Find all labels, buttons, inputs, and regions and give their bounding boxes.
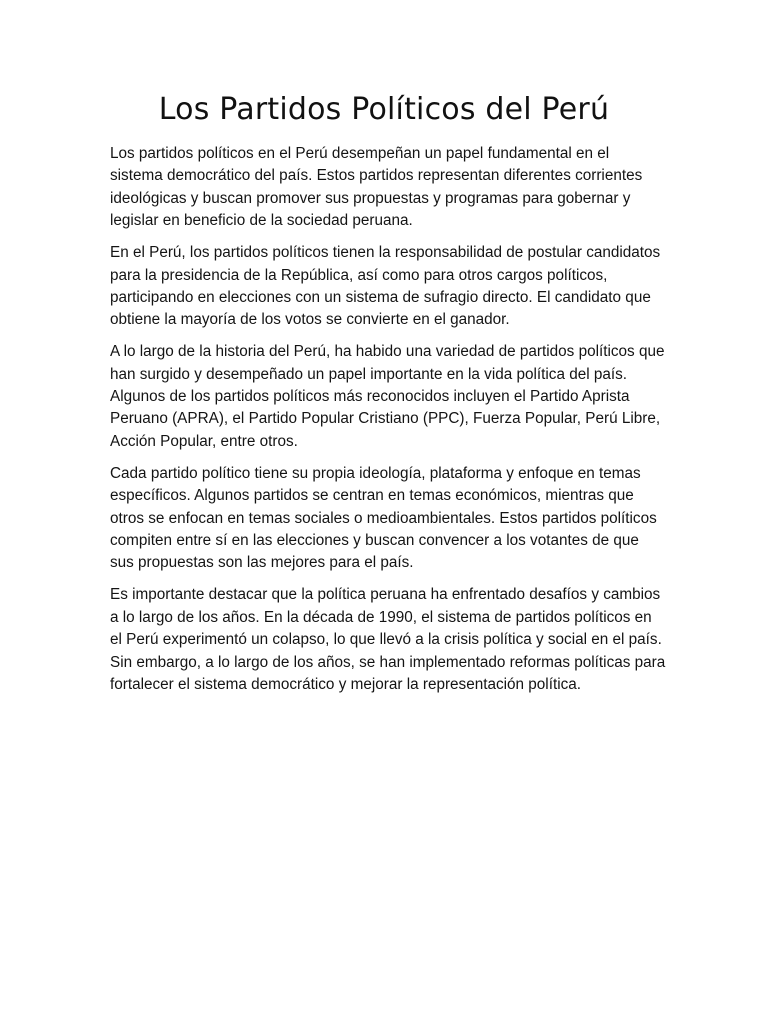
document-title: Los Partidos Políticos del Perú bbox=[158, 92, 610, 127]
paragraph-4: Cada partido político tiene su propia ideología, plataforma y enfoque en temas específicos. Algunos partidos se centran en temas económicos, mientras que otros se enfocan en temas sociales o medioambientales. Estos partidos políticos compiten entre sí en las elecciones y buscan convencer a los votantes de que sus propuestas son las mejores para el país. bbox=[110, 464, 657, 572]
paragraph-5: Es importante destacar que la política peruana ha enfrentado desafíos y cambios a lo largo de los años. En la década de 1990, el sistema de partidos políticos en el Perú experimentó un colapso, lo que llevó a la crisis política y social en el país. Sin embargo, a lo largo de los años, se han implementado reformas políticas para fortalecer el sistema democrático y mejorar la representación política. bbox=[110, 586, 666, 693]
paragraph-3: A lo largo de la historia del Perú, ha habido una variedad de partidos políticos que han surgido y desempeñado un papel importante en la vida política del país. Algunos de los partidos políticos más reconocidos incluyen el Partido Aprista Peruano (APRA), el Partido Popular Cristiano (PPC), Fuerza Popular, Perú Libre, Acción Popular, entre otros. bbox=[110, 343, 665, 450]
paragraph-1: Los partidos políticos en el Perú desempeñan un papel fundamental en el sistema democrático del país. Estos partidos representan diferentes corrientes ideológicas y buscan promover sus propuestas y programas para gobernar y legislar en beneficio de la sociedad peruana. bbox=[110, 145, 643, 230]
paragraph-2: En el Perú, los partidos políticos tienen la responsabilidad de postular candidatos para la presidencia de la República, así como para otros cargos políticos, participando en elecciones con un sistema de sufragio directo. El candidato que obtiene la mayoría de los votos se convierte en el ganador. bbox=[110, 244, 661, 329]
document-body bbox=[110, 143, 666, 706]
